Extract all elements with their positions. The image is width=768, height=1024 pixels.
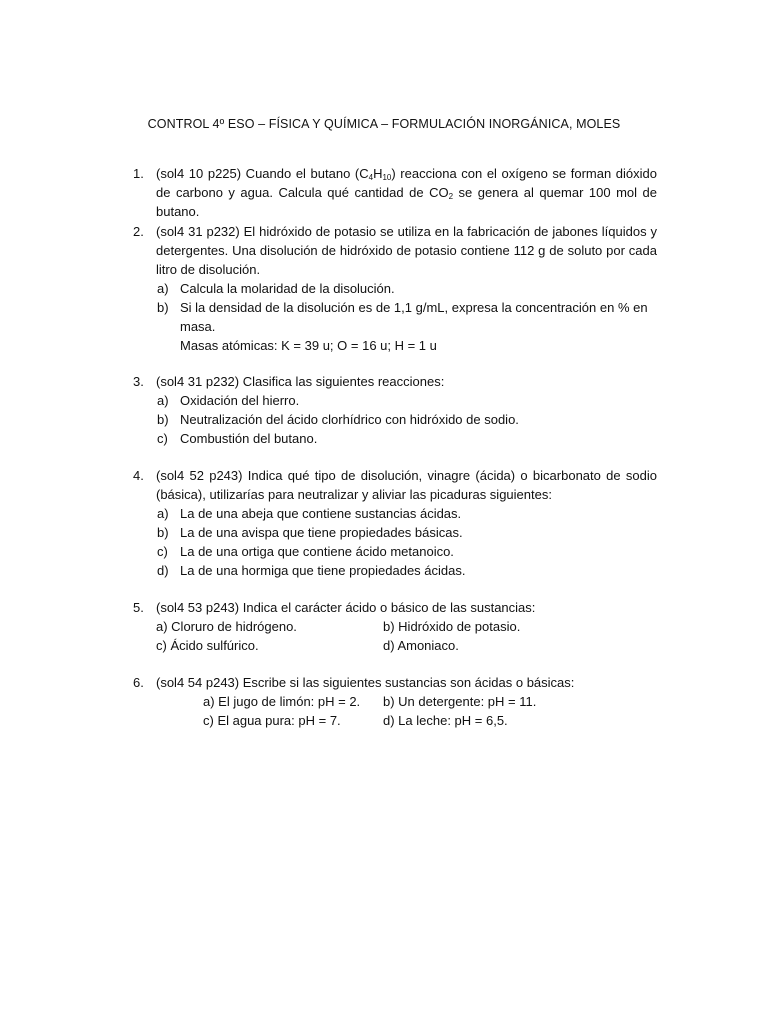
options-row: c) Ácido sulfúrico. d) Amoniaco.	[156, 638, 459, 653]
question-2	[133, 222, 657, 355]
question-1	[133, 164, 657, 221]
question-number: 4.	[133, 468, 144, 483]
question-text: (sol4 53 p243) Indica el carácter ácido o básico de las sustancias:	[156, 600, 536, 615]
question-number: 6.	[133, 675, 144, 690]
page-title: CONTROL 4º ESO – FÍSICA Y QUÍMICA – FORMULACIÓN INORGÁNICA, MOLES	[147, 117, 621, 131]
sub-item: b) Neutralización del ácido clorhídrico con hidróxido de sodio.	[157, 412, 519, 427]
question-4	[133, 466, 657, 580]
question-5	[133, 598, 657, 655]
question-number: 1.	[133, 166, 144, 181]
question-6	[133, 673, 657, 730]
question-text: (sol4 54 p243) Escribe si las siguientes sustancias son ácidas o básicas:	[156, 675, 575, 690]
sub-item: b) La de una avispa que tiene propiedades básicas.	[157, 525, 463, 540]
options-row: a) Cloruro de hidrógeno. b) Hidróxido de potasio.	[156, 619, 521, 634]
sub-item: c) La de una ortiga que contiene ácido metanoico.	[157, 544, 454, 559]
question-text: (sol4 31 p232) Clasifica las siguientes reacciones:	[156, 374, 445, 389]
question-number: 3.	[133, 374, 144, 389]
options-row: c) El agua pura: pH = 7. d) La leche: pH = 6,5.	[203, 713, 508, 728]
sub-item: b) Si la densidad de la disolución es de 1,1 g/mL, expresa la concentración en % en masa.	[157, 300, 648, 334]
sub-item: c) Combustión del butano.	[157, 431, 318, 446]
question-3	[133, 372, 657, 448]
sub-item: a) La de una abeja que contiene sustancias ácidas.	[157, 506, 462, 521]
question-text: (sol4 52 p243) Indica qué tipo de disolución, vinagre (ácida) o bicarbonato de sodio (básica), utilizarías para neutralizar y aliviar las picaduras siguientes:	[156, 468, 657, 502]
atomic-masses-note: Masas atómicas: K = 39 u; O = 16 u; H = 1 u	[180, 338, 437, 353]
sub-item: a) Oxidación del hierro.	[157, 393, 300, 408]
question-text: (sol4 10 p225) Cuando el butano $(C_4H_{10})$ reacciona con el oxígeno se forman dióxido de carbono y agua. Calcula qué cantidad de $CO_2$ se genera al quemar 100 mol de butano.	[156, 166, 657, 219]
question-text: (sol4 31 p232) El hidróxido de potasio se utiliza en la fabricación de jabones líquidos y detergentes. Una disolución de hidróxido de potasio contiene 112 g de soluto por cada litro de disolución.	[156, 224, 657, 277]
question-number: 2.	[133, 224, 144, 239]
sub-item: d) La de una hormiga que tiene propiedades ácidas.	[157, 563, 466, 578]
options-row: a) El jugo de limón: pH = 2. b) Un detergente: pH = 11.	[203, 694, 537, 709]
question-number: 5.	[133, 600, 144, 615]
sub-item: a) Calcula la molaridad de la disolución.	[157, 281, 395, 296]
